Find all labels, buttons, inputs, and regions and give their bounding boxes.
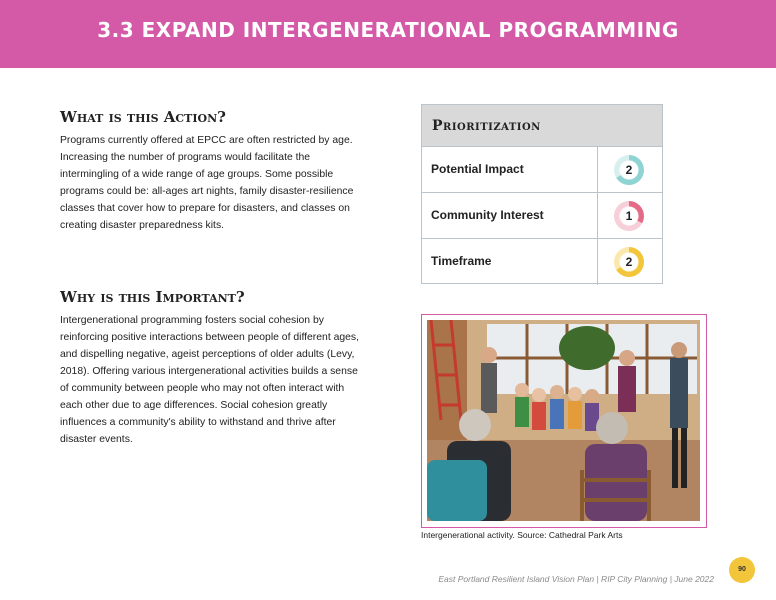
what-heading: What is this Action? [60,108,226,126]
priority-label: Timeframe [431,254,492,268]
prioritization-heading: Prioritization [432,118,541,134]
activity-photo [427,320,700,521]
priority-row-impact [422,147,662,193]
priority-score-cell [597,239,664,285]
what-body: Programs currently offered at EPCC are often restricted by age. Increasing the number of programs would facilitate the intermingling of a wide range of age groups. Some possible programs could be: all-ages art nights, family disaster-resilience classes that cover how to prepare for disasters, and classes on creating disaster preparedness kits. [60,135,354,231]
priority-row-timeframe [422,239,662,285]
title-banner [0,0,776,68]
priority-row-interest [422,193,662,239]
photo-caption: Intergenerational activity. Source: Cathedral Park Arts [421,530,623,540]
activity-photo-illustration [427,320,700,521]
score-dial-icon [614,201,644,231]
score-value: 1 [625,209,633,223]
score-dial-icon [614,247,644,277]
why-heading: Why is this Important? [60,288,245,306]
prioritization-table [421,104,663,284]
why-body: Intergenerational programming fosters social cohesion by reinforcing positive interactions between people of different ages, and dispelling negative, ageist perceptions of older adults (Levy, 2018). Offering various intergenerational activities builds a sense of community between people who may not often interact with each other due to age differences. Social cohesion greatly influences a community's ability to withstand and thrive after disaster events. [60,315,360,445]
photo-frame [421,314,707,528]
prioritization-header [422,105,662,147]
score-dial-icon [614,155,644,185]
priority-score-cell [597,147,664,192]
footer-text: East Portland Resilient Island Vision Plan | RIP City Planning | June 2022 [438,574,714,584]
priority-label: Potential Impact [431,162,524,176]
score-value: 2 [625,255,633,269]
priority-label: Community Interest [431,208,544,222]
priority-score-cell [597,193,664,238]
score-value: 2 [625,163,633,177]
page-number: 90 [729,557,755,583]
page-title: 3.3 EXPAND INTERGENERATIONAL PROGRAMMING [97,18,679,42]
